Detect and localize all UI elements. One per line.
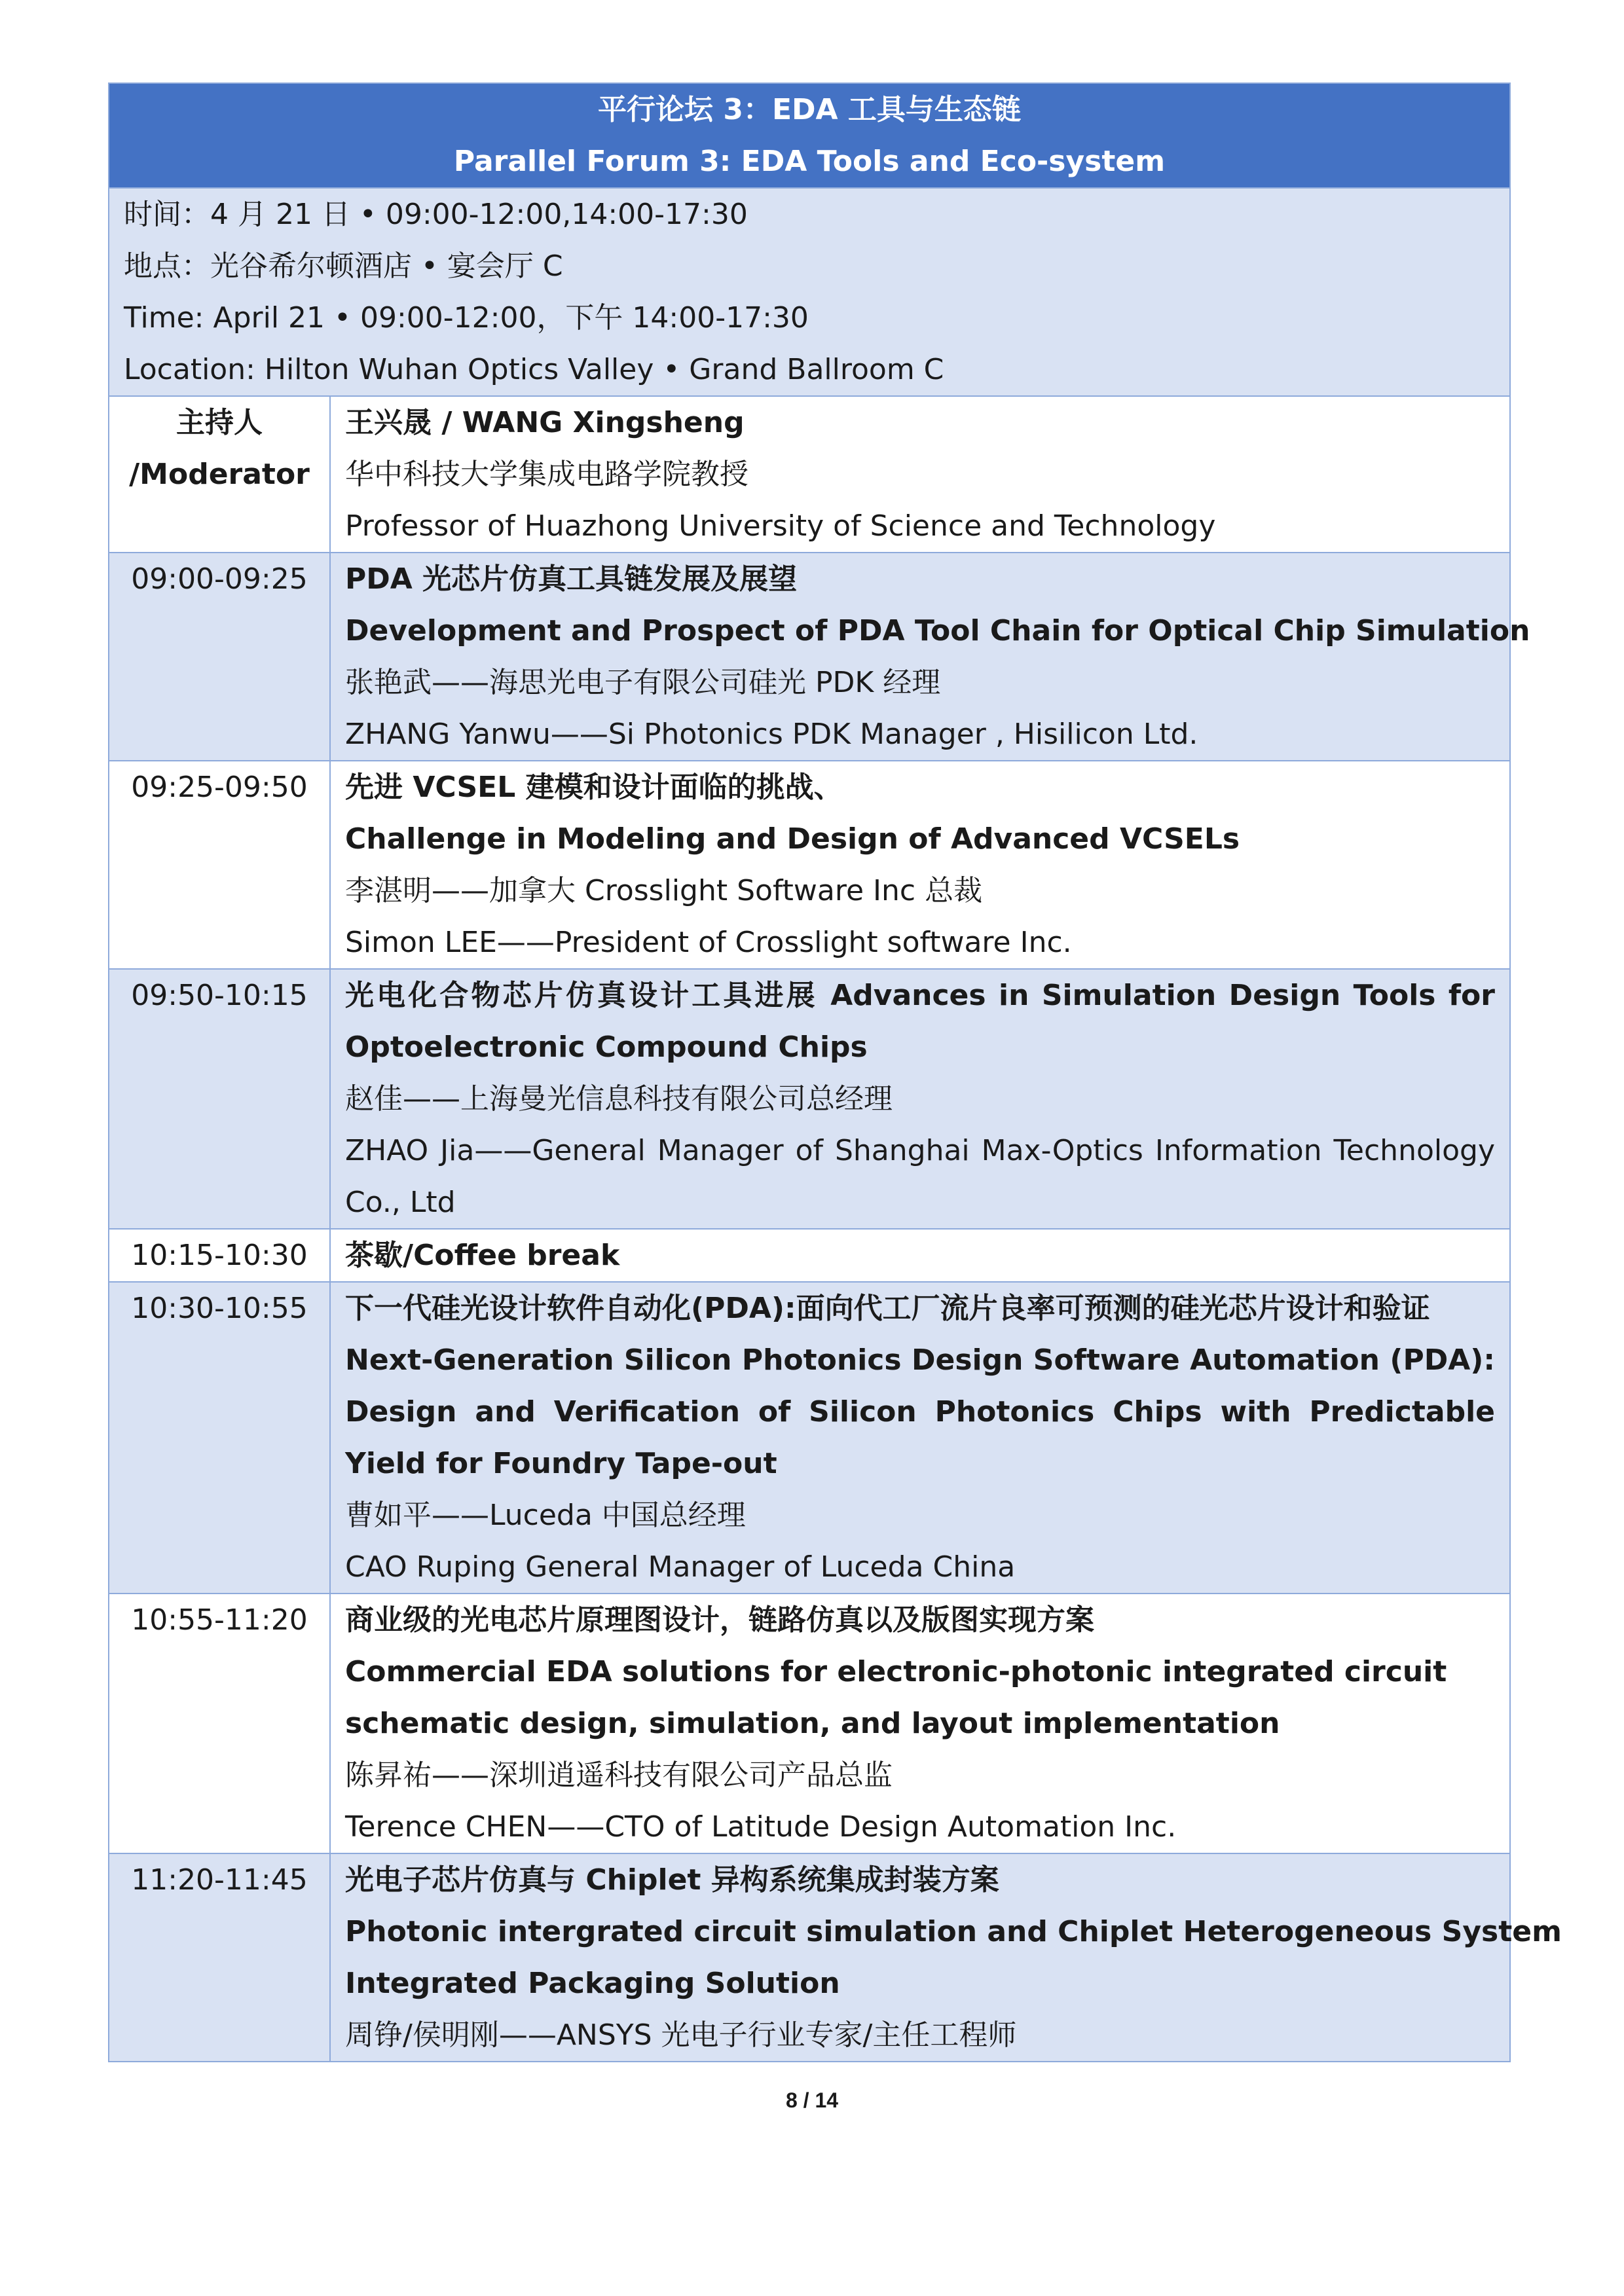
info-row <box>109 188 1510 396</box>
speaker-cn: 周铮/侯明刚——ANSYS 光电子行业专家/主任工程师 <box>345 2018 1017 2052</box>
speaker-cn: 陈昇祐——深圳逍遥科技有限公司产品总监 <box>345 1758 893 1792</box>
session-row <box>109 1282 1510 1594</box>
session-title-en: Challenge in Modeling and Design of Advanced VCSELs <box>345 822 1240 856</box>
forum-title-cn: 平行论坛 3：EDA 工具与生态链 <box>598 93 1021 126</box>
session-title-en-line2: schematic design, simulation, and layout implementation <box>345 1707 1280 1740</box>
session-title-cn: 下一代硅光设计软件自动化(PDA):面向代工厂流片良率可预测的硅光芯片设计和验证 <box>345 1292 1430 1325</box>
forum-header-row <box>109 83 1510 188</box>
session-details <box>330 1853 1562 2062</box>
session-row <box>109 969 1510 1229</box>
info-time-cn: 时间：4 月 21 日 • 09:00-12:00,14:00-17:30 <box>124 198 748 231</box>
break-title: 茶歇/Coffee break <box>345 1239 620 1272</box>
moderator-affil-cn: 华中科技大学集成电路学院教授 <box>345 458 748 491</box>
session-row <box>109 761 1510 969</box>
break-time: 10:15-10:30 <box>109 1229 330 1282</box>
session-title-en: Next-Generation Silicon Photonics Design Software Automation (PDA): Design and Verification of Silicon Photonics Chips with Predictable Yield for Foundry Tape-out <box>345 1343 1495 1480</box>
speaker-cn: 李湛明——加拿大 Crosslight Software Inc 总裁 <box>345 874 983 907</box>
page-number: 8 / 14 <box>785 2088 839 2112</box>
session-time: 11:20-11:45 <box>109 1853 330 2062</box>
moderator-name: 王兴晟 / WANG Xingsheng <box>345 406 745 439</box>
session-title-cn: 商业级的光电芯片原理图设计，链路仿真以及版图实现方案 <box>345 1603 1094 1637</box>
session-details <box>330 969 1510 1229</box>
forum-header <box>109 83 1510 188</box>
speaker-en: ZHANG Yanwu——Si Photonics PDK Manager , Hisilicon Ltd. <box>345 718 1198 751</box>
session-time: 10:30-10:55 <box>109 1282 330 1594</box>
moderator-row <box>109 396 1510 553</box>
break-row <box>109 1229 1510 1282</box>
session-title-en-line1: Photonic intergrated circuit simulation and Chiplet Heterogeneous System <box>345 1915 1562 1948</box>
session-details <box>330 1594 1510 1853</box>
session-time: 09:50-10:15 <box>109 969 330 1229</box>
session-row <box>109 1594 1510 1853</box>
session-time: 09:25-09:50 <box>109 761 330 969</box>
moderator-label-en: /Moderator <box>129 458 310 491</box>
session-row <box>109 1853 1510 2062</box>
speaker-cn: 赵佳——上海曼光信息科技有限公司总经理 <box>345 1082 893 1116</box>
session-time: 10:55-11:20 <box>109 1594 330 1853</box>
moderator-label <box>109 396 330 553</box>
speaker-en: Terence CHEN——CTO of Latitude Design Automation Inc. <box>345 1810 1177 1844</box>
info-cell <box>109 188 1510 396</box>
session-title-en-line2: Integrated Packaging Solution <box>345 1967 840 2000</box>
session-time: 09:00-09:25 <box>109 553 330 761</box>
session-title-en: Development and Prospect of PDA Tool Chain for Optical Chip Simulation <box>345 614 1530 647</box>
moderator-label-cn: 主持人 <box>176 406 263 439</box>
speaker-en: ZHAO Jia——General Manager of Shanghai Max-Optics Information Technology Co., Ltd <box>345 1134 1495 1219</box>
moderator-details <box>330 396 1510 553</box>
info-time-en: Time: April 21 • 09:00-12:00，下午 14:00-17:30 <box>124 301 809 335</box>
session-title-cn: 光电子芯片仿真与 Chiplet 异构系统集成封装方案 <box>345 1863 999 1897</box>
info-location-cn: 地点：光谷希尔顿酒店 • 宴会厅 C <box>124 249 563 283</box>
session-title-en-line1: Commercial EDA solutions for electronic-photonic integrated circuit <box>345 1655 1447 1688</box>
speaker-en: Simon LEE——President of Crosslight software Inc. <box>345 926 1072 959</box>
speaker-en: CAO Ruping General Manager of Luceda China <box>345 1550 1016 1584</box>
forum-title-en: Parallel Forum 3: EDA Tools and Eco-system <box>453 145 1166 178</box>
speaker-cn: 曹如平——Luceda 中国总经理 <box>345 1499 746 1532</box>
session-details <box>330 1282 1510 1594</box>
session-title: 光电化合物芯片仿真设计工具进展 Advances in Simulation Design Tools for Optoelectronic Compound Chips <box>345 979 1495 1064</box>
session-details <box>330 761 1510 969</box>
moderator-affil-en: Professor of Huazhong University of Science and Technology <box>345 509 1216 543</box>
session-title-cn: PDA 光芯片仿真工具链发展及展望 <box>345 562 798 596</box>
info-location-en: Location: Hilton Wuhan Optics Valley • Grand Ballroom C <box>124 353 944 386</box>
session-details <box>330 553 1530 761</box>
speaker-cn: 张艳武——海思光电子有限公司硅光 PDK 经理 <box>345 666 941 699</box>
session-title-cn: 先进 VCSEL 建模和设计面临的挑战、 <box>345 771 843 804</box>
session-row <box>109 553 1510 761</box>
agenda-table <box>108 82 1562 2062</box>
break-details <box>330 1229 1510 1282</box>
